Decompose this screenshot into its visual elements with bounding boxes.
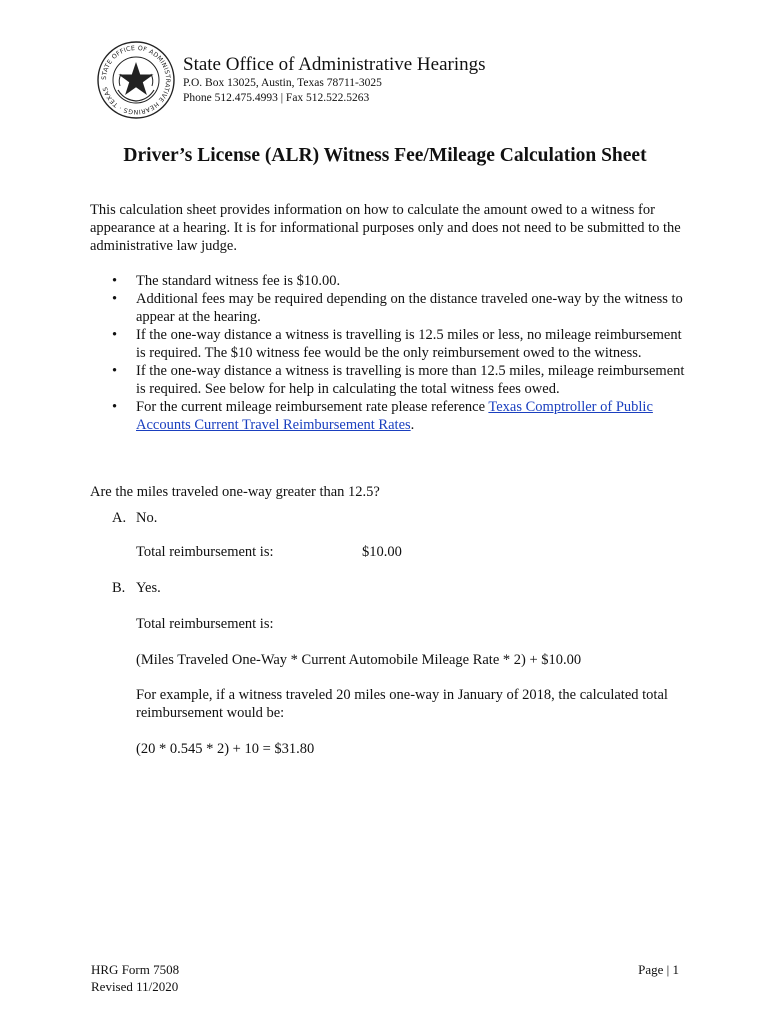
agency-contact: Phone 512.475.4993 | Fax 512.522.5263 <box>183 92 370 104</box>
agency-name: State Office of Administrative Hearings <box>183 54 486 75</box>
revision-date: Revised 11/2020 <box>91 979 179 994</box>
example-calculation: (20 * 0.545 * 2) + 10 = $31.80 <box>136 741 315 757</box>
bullet-text: For the current mileage reimbursement rate please reference <box>136 399 489 415</box>
question-text: Are the miles traveled one-way greater than 12.5? <box>90 484 380 500</box>
option-a-total-label: Total reimbursement is: <box>136 544 274 560</box>
list-item: • If the one-way distance a witness is travelling is more than 12.5 miles, mileage reimbursement is required. See below for help in calculating the total witness fees owed. <box>90 362 690 398</box>
footer-form-info <box>91 961 179 995</box>
bullet-text: . <box>410 417 415 433</box>
intro-paragraph: This calculation sheet provides information on how to calculate the amount owed to a witness for appearance at a hearing. It is for informational purposes only and does not need to be submitted to the administrative law judge. <box>90 202 681 254</box>
option-a-total-value: $10.00 <box>362 544 402 560</box>
seal-lettering: STATE OFFICE OF ADMINISTRATIVE HEARINGS · TEXAS <box>100 44 172 116</box>
form-number: HRG Form 7508 <box>91 962 180 977</box>
agency-block <box>183 54 486 106</box>
agency-seal-icon <box>96 40 176 120</box>
list-item <box>90 398 690 434</box>
comptroller-rates-link[interactable]: Texas Comptroller of Public Accounts Current Travel Reimbursement Rates <box>136 399 653 433</box>
option-b-total-label: Total reimbursement is: <box>136 616 274 632</box>
list-item: • Additional fees may be required depending on the distance traveled one-way by the witness to appear at the hearing. <box>90 290 690 326</box>
option-a-label: No. <box>136 510 158 526</box>
list-item: • The standard witness fee is $10.00. <box>90 272 690 290</box>
option-b-letter: B. <box>112 580 126 596</box>
page-number: Page | 1 <box>638 962 679 977</box>
info-bullet-list <box>90 272 690 434</box>
example-text: For example, if a witness traveled 20 miles one-way in January of 2018, the calculated total reimbursement would be: <box>136 687 668 721</box>
option-a-letter: A. <box>112 510 127 526</box>
agency-address: P.O. Box 13025, Austin, Texas 78711-3025 <box>183 77 382 89</box>
document-title: Driver’s License (ALR) Witness Fee/Mileage Calculation Sheet <box>123 145 647 166</box>
option-b-label: Yes. <box>136 580 161 596</box>
list-item: • If the one-way distance a witness is travelling is 12.5 miles or less, no mileage reimbursement is required. The $10 witness fee would be the only reimbursement owed to the witness. <box>90 326 690 362</box>
reimbursement-formula: (Miles Traveled One-Way * Current Automobile Mileage Rate * 2) + $10.00 <box>136 652 582 668</box>
